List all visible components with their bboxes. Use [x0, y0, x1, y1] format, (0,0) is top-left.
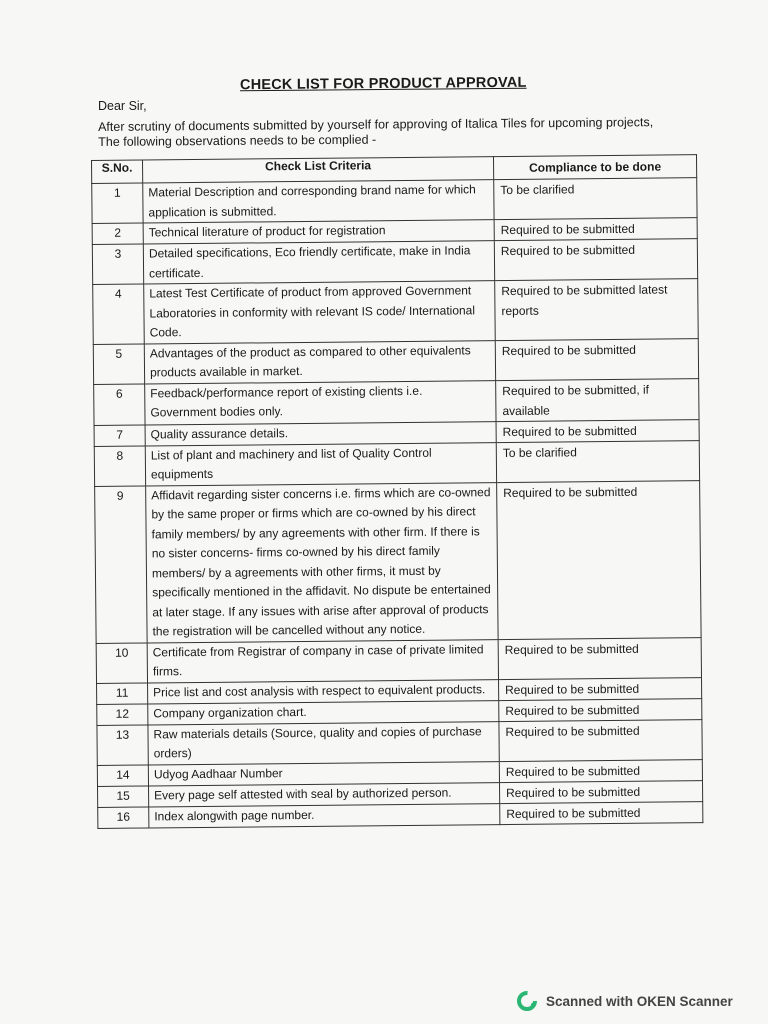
- document-title: CHECK LIST FOR PRODUCT APPROVAL: [239, 74, 527, 94]
- table-row: [95, 480, 701, 643]
- row-sno: 4: [93, 284, 145, 344]
- intro-paragraph: [98, 115, 728, 150]
- row-sno: 8: [94, 445, 145, 485]
- table-row: [96, 637, 701, 683]
- row-criteria: Latest Test Certificate of product from approved Government Laboratories in conformity with relevant IS code/ International Code.: [144, 281, 496, 344]
- table-row: [93, 279, 699, 344]
- table-row: [92, 239, 697, 285]
- row-sno: 13: [97, 724, 148, 764]
- row-compliance: Required to be submitted latest reports: [495, 279, 699, 340]
- row-compliance: Required to be submitted: [498, 637, 701, 679]
- row-compliance: Required to be submitted, if available: [496, 378, 699, 421]
- header-criteria: Check List Criteria: [143, 157, 494, 183]
- row-compliance: Required to be submitted: [499, 677, 702, 700]
- table-row: [98, 801, 703, 828]
- row-criteria: Certificate from Registrar of company in case of private limited firms.: [147, 639, 498, 682]
- scanner-text: Scanned with OKEN Scanner: [546, 993, 733, 1009]
- scanner-watermark: [516, 990, 733, 1012]
- row-criteria: Material Description and corresponding brand name for which application is submitted.: [143, 180, 494, 223]
- row-criteria: Quality assurance details.: [145, 421, 496, 445]
- table-row: [93, 338, 698, 384]
- row-criteria: Detailed specifications, Eco friendly certificate, make in India certificate.: [143, 241, 494, 284]
- row-sno: 2: [92, 223, 143, 244]
- row-sno: 6: [94, 383, 145, 424]
- row-compliance: Required to be submitted: [496, 419, 699, 442]
- intro-line-2: The following observations needs to be complied -: [98, 132, 377, 149]
- salutation: Dear Sir,: [98, 99, 147, 113]
- row-compliance: Required to be submitted: [499, 719, 702, 761]
- row-sno: 1: [92, 183, 143, 223]
- table-row: [94, 378, 699, 425]
- row-criteria: Technical literature of product for registration: [143, 220, 494, 244]
- table-row: [97, 719, 702, 765]
- row-criteria: Price list and cost analysis with respect to equivalent products.: [148, 679, 499, 703]
- row-compliance: To be clarified: [494, 178, 697, 220]
- intro-line-1: After scrutiny of documents submitted by yourself for approving of Italica Tiles for upcoming projects,: [98, 115, 654, 134]
- row-sno: 12: [97, 703, 148, 724]
- row-compliance: To be clarified: [496, 440, 699, 482]
- row-sno: 7: [94, 424, 145, 445]
- row-criteria: Company organization chart.: [148, 700, 499, 724]
- row-criteria: Index alongwith page number.: [149, 803, 500, 827]
- oken-scanner-logo-icon: [516, 990, 538, 1012]
- row-compliance: Required to be submitted: [499, 698, 702, 721]
- row-sno: 10: [96, 642, 147, 682]
- row-sno: 14: [97, 764, 148, 785]
- row-sno: 15: [98, 785, 149, 806]
- row-compliance: Required to be submitted: [500, 801, 703, 824]
- row-compliance: Required to be submitted: [499, 780, 702, 803]
- row-compliance: Required to be submitted: [495, 338, 698, 380]
- row-criteria: Advantages of the product as compared to other equivalents products available in market.: [144, 340, 495, 383]
- table-row: [92, 178, 697, 224]
- row-criteria: Raw materials details (Source, quality and copies of purchase orders): [148, 721, 499, 764]
- row-compliance: Required to be submitted: [497, 480, 701, 639]
- row-criteria: List of plant and machinery and list of Quality Control equipments: [145, 442, 496, 485]
- row-sno: 3: [92, 244, 143, 284]
- row-compliance: Required to be submitted: [494, 218, 697, 241]
- checklist-table: [91, 154, 703, 828]
- header-compliance: Compliance to be done: [493, 155, 696, 180]
- row-compliance: Required to be submitted: [494, 239, 697, 281]
- row-sno: 16: [98, 806, 149, 827]
- row-criteria: Feedback/performance report of existing clients i.e. Government bodies only.: [145, 380, 496, 424]
- row-sno: 11: [97, 682, 148, 703]
- row-criteria: Affidavit regarding sister concerns i.e. firms which are co-owned by the same proper or firms which are co-owned by his direct family members/ by any agreements with other firm. If there is no sister concerns- firms co-owned by his direct family members/ by a agreements with other firms, it must by specifically mentioned in the affidavit. No dispute be entertained at later stage. If any issues with arise after approval of products the registration will be cancelled without any notice.: [146, 482, 498, 642]
- checklist-table-wrapper: [91, 154, 703, 828]
- table-body: [92, 178, 703, 828]
- table-row: [94, 440, 699, 486]
- row-sno: 5: [93, 343, 144, 383]
- row-compliance: Required to be submitted: [499, 759, 702, 782]
- row-sno: 9: [95, 485, 148, 642]
- row-criteria: Every page self attested with seal by authorized person.: [149, 782, 500, 806]
- row-criteria: Udyog Aadhaar Number: [148, 761, 499, 785]
- header-sno: S.No.: [92, 160, 143, 183]
